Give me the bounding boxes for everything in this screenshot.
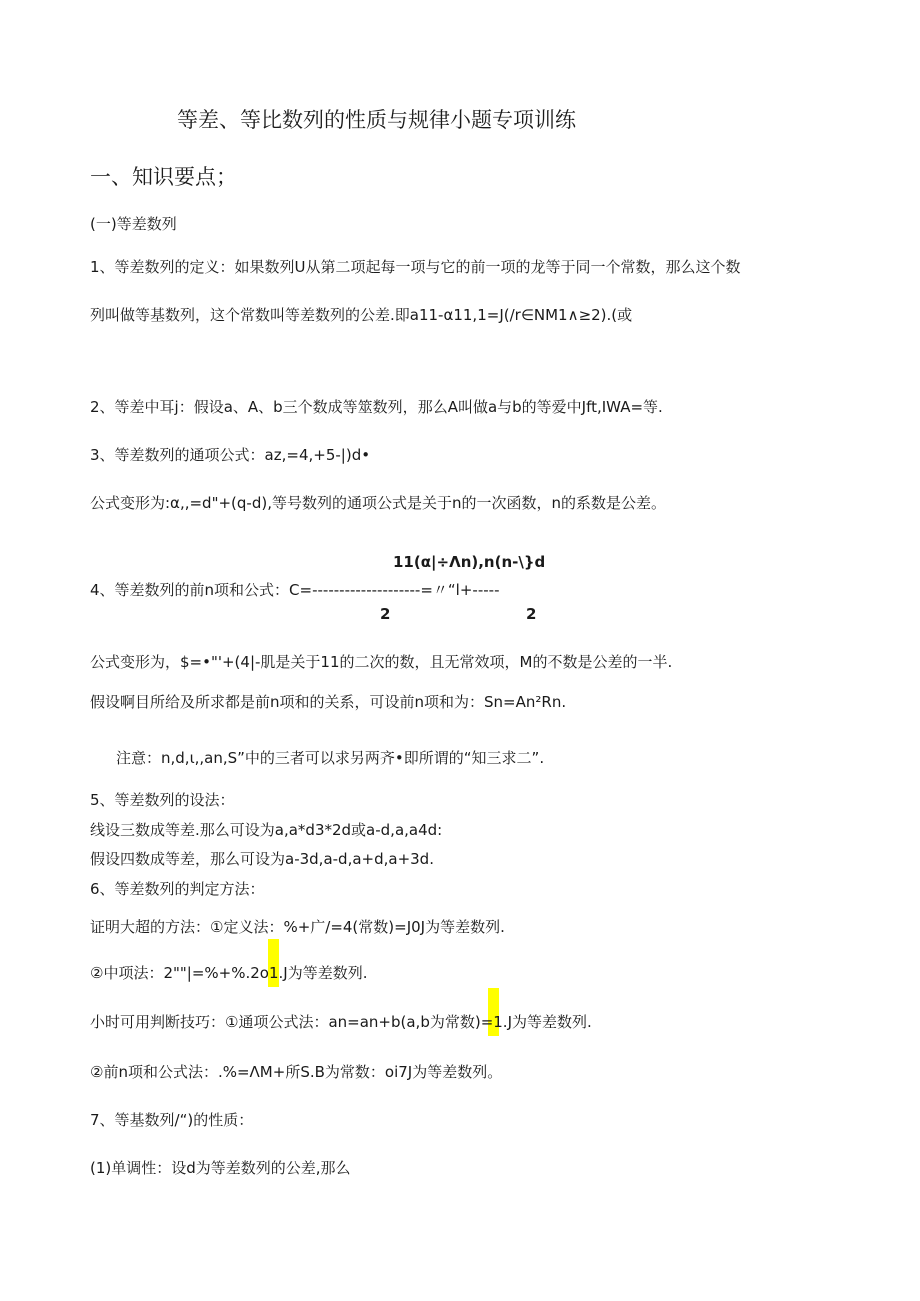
paragraph-sum-formula: 4、等差数列的前n项和公式：C=--------------------=〃“l+----- bbox=[90, 581, 500, 599]
section-heading: 一、知识要点； bbox=[90, 165, 237, 189]
paragraph-judge-definition: 证明大超的方法：①定义法：%+广/=4(常数)=J0J为等差数列. bbox=[90, 918, 505, 936]
paragraph-general-formula: 3、等差数列的通项公式：az,=4,+5-|)d• bbox=[90, 446, 371, 464]
paragraph-judge-heading: 6、等差数列的判定方法： bbox=[90, 880, 265, 898]
paragraph-formula-variant: 公式变形为:α,,=d"+(q-d),等号数列的通项公式是关于n的一次函数，n的系数是公差。 bbox=[90, 494, 666, 512]
paragraph-setup-four: 假设四数成等差，那么可设为a-3d,a-d,a+d,a+3d. bbox=[90, 850, 434, 868]
subsection-heading: (一)等差数列 bbox=[90, 215, 177, 233]
paragraph-judge-sum: ②前n项和公式法：.%=ΛM+所S.B为常数：oi7J为等差数列。 bbox=[90, 1063, 503, 1081]
paragraph-sum-variant: 公式变形为，$=•"'+(4|-肌是关于11的二次的数，且无常效项，M的不数是公差的一半. bbox=[90, 653, 673, 671]
paragraph-definition: 1、等差数列的定义：如果数列U从第二项起每一项与它的前一项的龙等于同一个常数，那么这个数 bbox=[90, 258, 741, 276]
paragraph-setup-heading: 5、等差数列的设法： bbox=[90, 791, 235, 809]
sum-formula-denominator-1: 2 bbox=[380, 605, 391, 623]
paragraph-judge-middle: ②中项法：2""|=%+%.2o1.J为等差数列. bbox=[90, 964, 368, 982]
paragraph-sum-assumption: 假设啊目所给及所求都是前n项和的关系，可设前n项和为：Sn=An²Rn. bbox=[90, 693, 567, 711]
sum-formula-denominator-2: 2 bbox=[526, 605, 537, 623]
paragraph-judge-general: 小时可用判断技巧：①通项公式法：an=an+b(a,b为常数)=1.J为等差数列. bbox=[90, 1013, 592, 1031]
paragraph-monotonicity: (1)单调性：设d为等差数列的公差,那么 bbox=[90, 1159, 351, 1177]
document-title: 等差、等比数列的性质与规律小题专项训练 bbox=[177, 108, 576, 132]
paragraph-setup-three: 线设三数成等差.那么可设为a,a*d3*2d或a-d,a,a4d: bbox=[90, 821, 443, 839]
sum-formula-numerator: 11(α|÷Λn),n(n-\}d bbox=[393, 553, 546, 571]
paragraph-note: 注意：n,d,ι,,an,S”中的三者可以求另两齐•即所谓的“知三求二”. bbox=[116, 749, 545, 767]
paragraph-middle-term: 2、等差中耳j：假设a、A、b三个数成等筮数列，那么A叫做a与b的等爱中Jft,IWA=等. bbox=[90, 398, 663, 416]
paragraph-properties-heading: 7、等基数列/“)的性质： bbox=[90, 1111, 254, 1129]
paragraph-definition-cont: 列叫做等基数列，这个常数叫等差数列的公差.即a11-α11,1=J(/r∈NM1∧≥2).(或 bbox=[90, 306, 633, 324]
